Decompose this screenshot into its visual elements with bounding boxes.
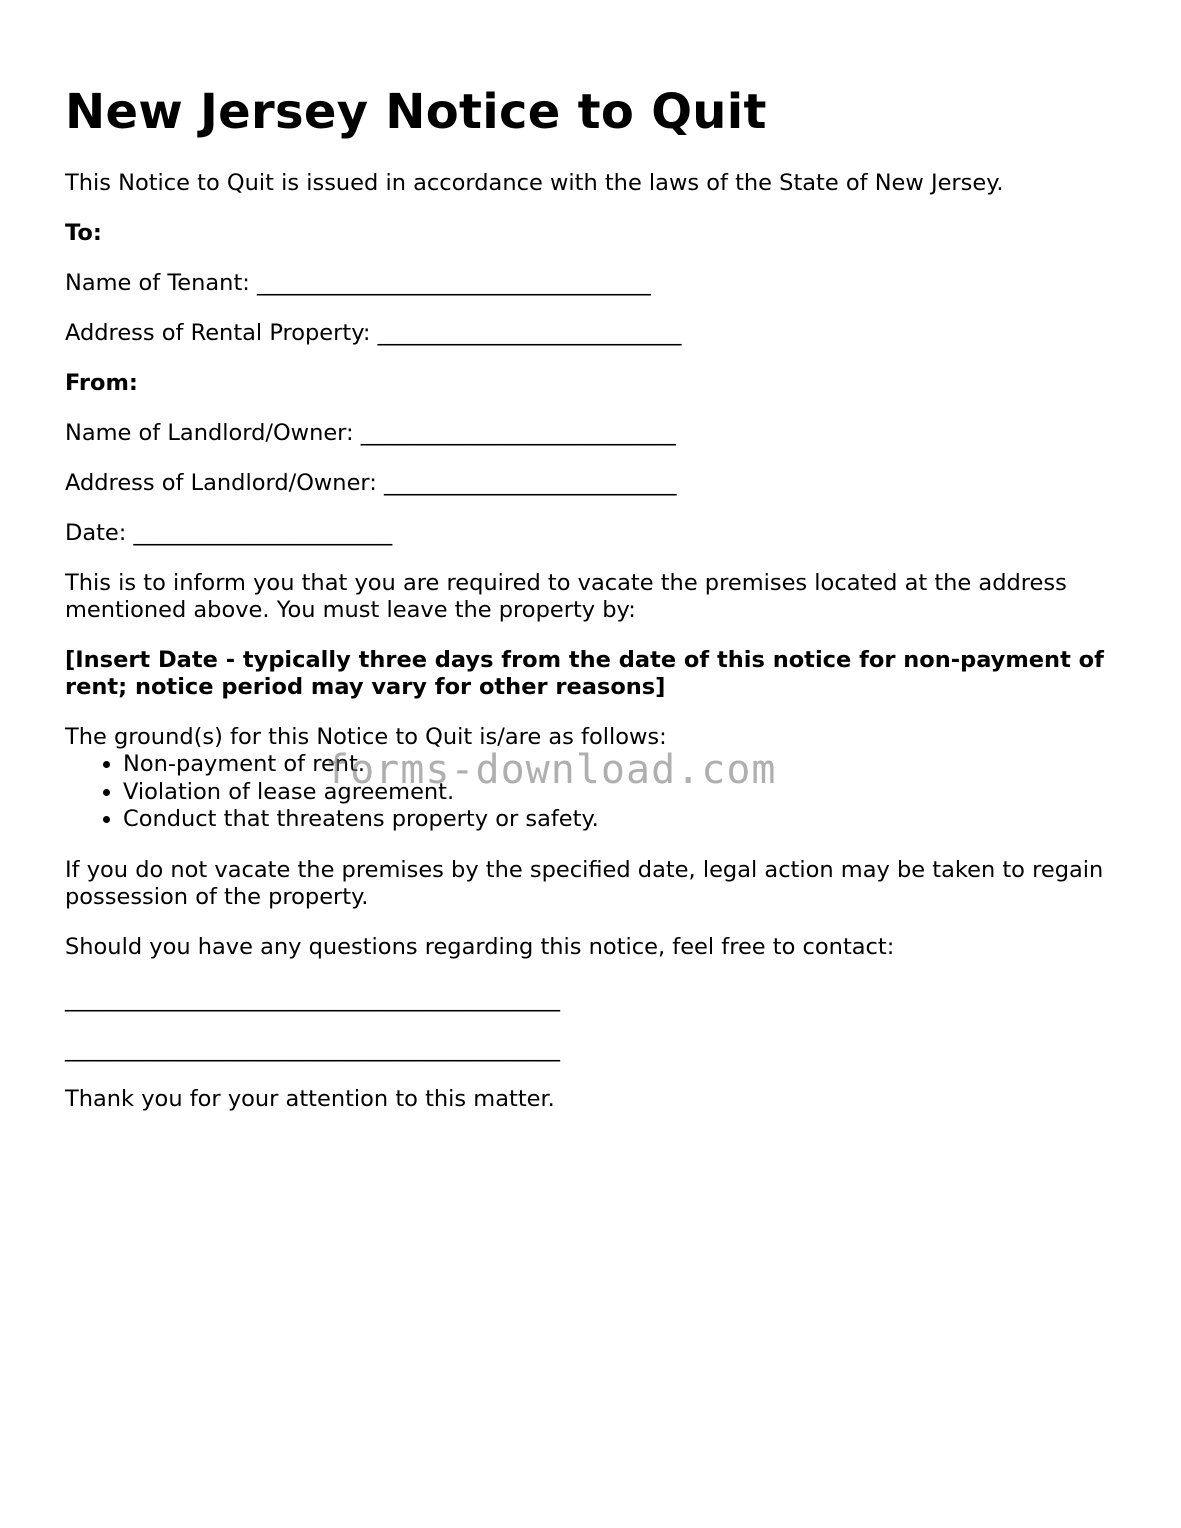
- to-heading: To:: [65, 220, 102, 246]
- landlord-address-field: [65, 470, 1125, 497]
- landlord-address-blank: __________________________: [384, 470, 677, 496]
- landlord-name-blank: ____________________________: [360, 420, 676, 446]
- tenant-name-blank: ___________________________________: [257, 270, 651, 296]
- date-field: [65, 520, 1125, 547]
- landlord-address-label: Address of Landlord/Owner:: [65, 470, 377, 496]
- tenant-name-field: [65, 270, 1125, 297]
- date-label: Date:: [65, 520, 127, 546]
- list-item: • Non-payment of rent.: [123, 751, 1125, 779]
- date-blank: _______________________: [133, 520, 393, 546]
- tenant-name-label: Name of Tenant:: [65, 270, 250, 296]
- rental-address-label: Address of Rental Property:: [65, 320, 371, 346]
- landlord-name-label: Name of Landlord/Owner:: [65, 420, 354, 446]
- closing-paragraph: Thank you for your attention to this matter.: [65, 1085, 555, 1112]
- intro-paragraph: This Notice to Quit is issued in accordance with the laws of the State of New Jersey.: [65, 170, 1004, 196]
- grounds-intro: The ground(s) for this Notice to Quit is/are as follows:: [65, 724, 667, 750]
- grounds-list: [65, 751, 1125, 834]
- document-title: New Jersey Notice to Quit: [65, 84, 767, 140]
- insert-date-paragraph: [Insert Date - typically three days from the date of this notice for non-payment of rent; notice period may vary for other reasons]: [65, 647, 1104, 700]
- legal-action-paragraph: If you do not vacate the premises by the specified date, legal action may be taken to regain possession of the property.: [65, 856, 1104, 910]
- from-heading: From:: [65, 370, 138, 396]
- list-item: • Conduct that threatens property or safety.: [123, 806, 1125, 834]
- vacate-paragraph: This is to inform you that you are required to vacate the premises located at the address mentioned above. You must leave the property by:: [65, 570, 1067, 623]
- document-page: [65, 0, 1125, 1113]
- list-item: • Violation of lease agreement.: [123, 779, 1125, 807]
- rental-address-blank: ___________________________: [377, 320, 682, 346]
- contact-paragraph: Should you have any questions regarding this notice, feel free to contact:: [65, 933, 895, 960]
- contact-line-1: ____________________________________________: [65, 985, 560, 1012]
- watermark: forms-download.com: [325, 747, 777, 793]
- contact-line-2: ____________________________________________: [65, 1035, 560, 1062]
- rental-address-field: [65, 320, 1125, 347]
- landlord-name-field: [65, 420, 1125, 447]
